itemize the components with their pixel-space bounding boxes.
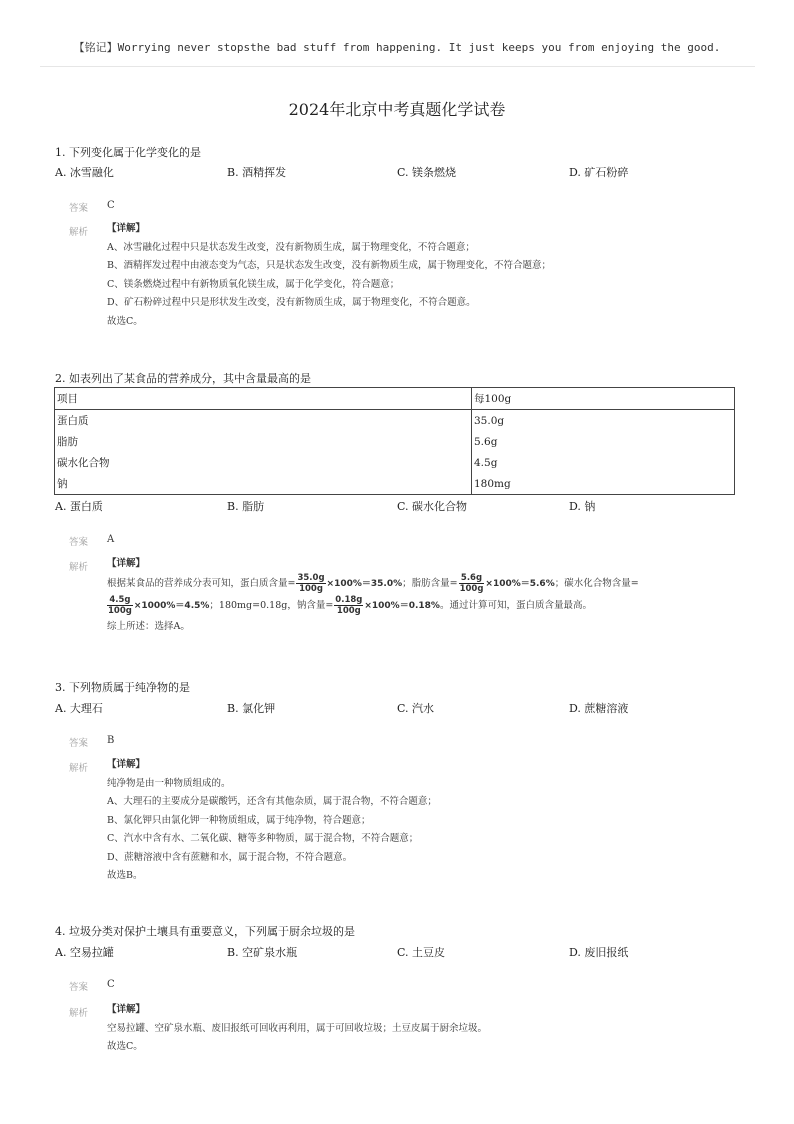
fraction-denominator: 100g: [336, 606, 361, 616]
table-cell: 180mg: [472, 473, 735, 495]
table-cell: 4.5g: [472, 452, 735, 473]
analysis-line: 空易拉罐、空矿泉水瓶、废旧报纸可回收再利用，属于可回收垃圾；土豆皮属于厨余垃圾。: [107, 1022, 488, 1034]
answer-value: C: [107, 200, 115, 211]
table-header-row: [55, 388, 735, 410]
table-cell: 蛋白质: [55, 410, 472, 432]
formula-line: [107, 573, 639, 595]
option-c: C. 碳水化合物: [397, 500, 468, 513]
option-c: C. 土豆皮: [397, 946, 446, 959]
detail-heading: 【详解】: [107, 1004, 146, 1015]
option-a: A. 大理石: [55, 702, 103, 715]
question-3-options: [55, 700, 755, 716]
analysis-line: C、镁条燃烧过程中有新物质氧化镁生成，属于化学变化，符合题意；: [107, 278, 400, 290]
fraction-numerator: 4.5g: [107, 595, 133, 606]
option-a: A. 空易拉罐: [55, 946, 114, 959]
table-header-cell: 项目: [55, 388, 472, 410]
analysis-label: 解析: [69, 562, 89, 573]
detail-heading: 【详解】: [107, 759, 146, 770]
analysis-line: 故选C。: [107, 1041, 143, 1052]
question-2-analysis: [107, 555, 639, 637]
detail-heading: 【详解】: [107, 223, 146, 234]
header-motto: 【铭记】Worrying never stopsthe bad stuff from happening. It just keeps you from enjoying the good.: [73, 41, 721, 54]
table-cell: 脂肪: [55, 431, 472, 452]
analysis-label: 解析: [69, 227, 89, 238]
question-1-options: [55, 164, 755, 180]
analysis-label: 解析: [69, 1008, 89, 1019]
analysis-line: D、蔗糖溶液中含有蔗糖和水，属于混合物，不符合题意。: [107, 851, 353, 863]
option-b: B. 酒精挥发: [227, 166, 287, 179]
question-1-stem: 1. 下列变化属于化学变化的是: [55, 146, 201, 159]
option-a: A. 冰雪融化: [55, 166, 114, 179]
question-4-options: [55, 944, 755, 960]
fraction-denominator: 100g: [459, 584, 484, 594]
table-row: [55, 452, 735, 473]
table-row: [55, 473, 735, 495]
page-title: 2024年北京中考真题化学试卷: [288, 100, 506, 119]
answer-value: A: [107, 534, 115, 545]
option-d: D. 钠: [569, 500, 596, 513]
table-cell: 钠: [55, 473, 472, 495]
header-divider: [40, 66, 755, 67]
fraction-protein: [296, 573, 325, 594]
nutrition-table: [54, 387, 735, 495]
option-d: D. 废旧报纸: [569, 946, 629, 959]
formula-result: ×100%＝35.0%: [326, 579, 403, 589]
fraction-numerator: 35.0g: [297, 573, 325, 583]
analysis-line: B、酒精挥发过程中由液态变为气态，只是状态发生改变，没有新物质生成，属于物理变化，不符合题意；: [107, 260, 551, 271]
analysis-line: 纯净物是由一种物质组成的。: [107, 777, 231, 789]
fraction-sodium: [334, 595, 363, 616]
table-cell: 5.6g: [472, 431, 735, 452]
option-b: B. 空矿泉水瓶: [227, 946, 298, 959]
formula-result: ×100%＝0.18%: [364, 601, 440, 611]
question-3-stem: 3. 下列物质属于纯净物的是: [55, 681, 190, 694]
fraction-numerator: 5.6g: [459, 573, 485, 584]
analysis-line: D、矿石粉碎过程中只是形状发生改变，没有新物质生成，属于物理变化，不符合题意。: [107, 297, 476, 308]
fraction-denominator: 100g: [299, 584, 323, 594]
formula-result: ×100%＝5.6%: [485, 579, 555, 589]
formula-text: 。通过计算可知，蛋白质含量最高。: [439, 600, 592, 611]
option-b: B. 脂肪: [227, 500, 265, 513]
answer-label: 答案: [69, 982, 89, 993]
analysis-line: 故选C。: [107, 315, 143, 327]
answer-value: B: [107, 735, 115, 746]
formula-result: ×1000%＝4.5%: [133, 601, 210, 611]
option-d: D. 矿石粉碎: [569, 166, 629, 179]
fraction-carbohydrate: [107, 595, 133, 616]
table-cell: 35.0g: [472, 410, 735, 432]
fraction-fat: [459, 573, 485, 594]
analysis-line: A、大理石的主要成分是碳酸钙，还含有其他杂质，属于混合物，不符合题意；: [107, 796, 437, 807]
fraction-denominator: 100g: [108, 606, 132, 616]
option-a: A. 蛋白质: [55, 500, 103, 513]
analysis-label: 解析: [69, 763, 89, 774]
analysis-line: A、冰雪融化过程中只是状态发生改变，没有新物质生成，属于物理变化，不符合题意；: [107, 241, 475, 253]
fraction-numerator: 0.18g: [335, 595, 363, 605]
option-c: C. 镁条燃烧: [397, 166, 457, 179]
formula-text: ；180mg=0.18g，钠含量=: [209, 600, 334, 611]
question-4-stem: 4. 垃圾分类对保护土壤具有重要意义，下列属于厨余垃圾的是: [55, 925, 355, 938]
formula-text: ；碳水化合物含量=: [554, 578, 639, 589]
formula-text: 根据某食品的营养成分表可知，蛋白质含量=: [107, 578, 296, 589]
analysis-line: 综上所述：选择A。: [107, 621, 190, 632]
formula-text: ；脂肪含量=: [402, 578, 458, 589]
option-d: D. 蔗糖溶液: [569, 702, 629, 715]
table-row: [55, 410, 735, 432]
answer-value: C: [107, 979, 115, 990]
option-c: C. 汽水: [397, 702, 435, 715]
question-2-options: [55, 498, 755, 514]
answer-label: 答案: [69, 738, 89, 749]
detail-heading: 【详解】: [107, 558, 146, 569]
question-2-stem: 2. 如表列出了某食品的营养成分，其中含量最高的是: [55, 372, 311, 385]
question-4-analysis: [107, 1001, 487, 1057]
analysis-line: B、氯化钾只由氯化钾一种物质组成，属于纯净物，符合题意；: [107, 814, 371, 826]
option-b: B. 氯化钾: [227, 702, 276, 715]
analysis-line: 故选B。: [107, 870, 143, 881]
analysis-line: C、汽水中含有水、二氧化碳、糖等多种物质，属于混合物，不符合题意；: [107, 833, 419, 844]
question-3-analysis: [107, 756, 437, 886]
formula-line: [106, 595, 639, 617]
answer-label: 答案: [69, 537, 89, 548]
question-1-analysis: [107, 220, 551, 331]
table-cell: 碳水化合物: [55, 452, 472, 473]
table-row: [55, 431, 735, 452]
answer-label: 答案: [69, 203, 89, 214]
table-header-cell: 每100g: [472, 388, 735, 410]
